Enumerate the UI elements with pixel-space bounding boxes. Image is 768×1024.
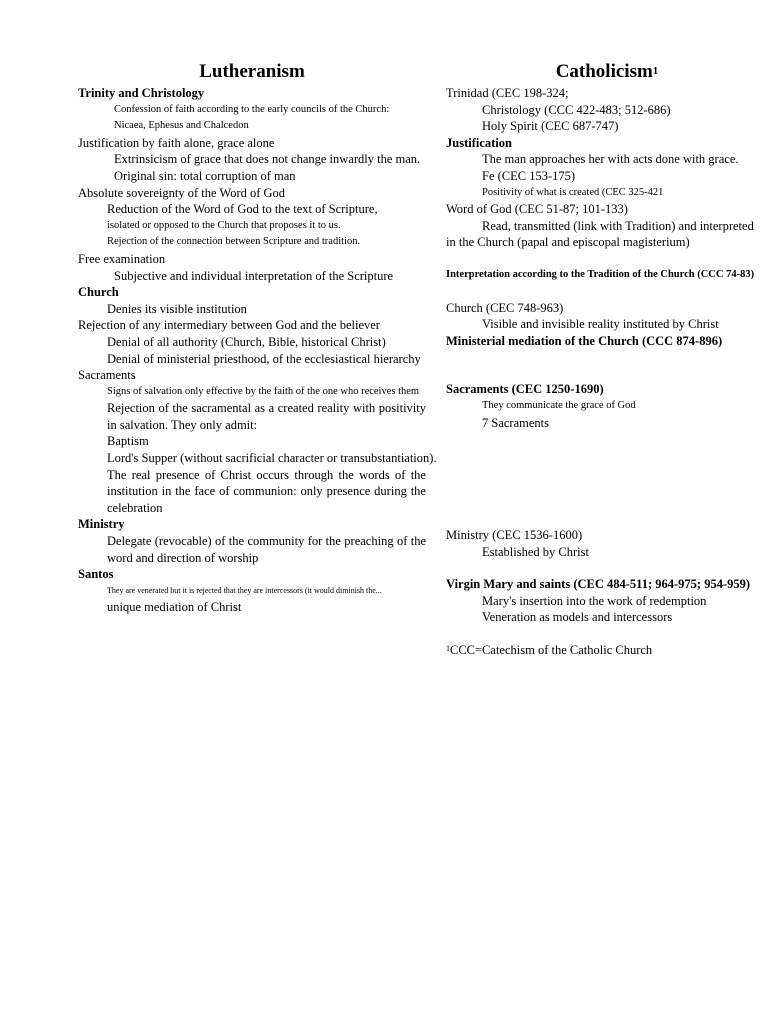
spacer	[446, 284, 768, 300]
footnote-text: CCC=Catechism of the Catholic Church	[450, 643, 653, 658]
text-line: Ministry (CEC 1536-1600)	[446, 528, 583, 543]
text-line: isolated or opposed to the Church that proposes it to us.	[107, 219, 341, 231]
text-line: Trinidad (CEC 198-324;	[446, 86, 569, 100]
catholicism-heading	[446, 60, 768, 84]
text-line: Visible and invisible reality instituted by Christ	[482, 317, 719, 332]
spacer	[446, 495, 768, 511]
text-line: Delegate (revocable) of the community for the preaching of the word and direction of worship	[107, 534, 426, 565]
text-line: Veneration as models and intercessors	[482, 610, 673, 625]
text-line: Lord's Supper (without sacrificial character or transubstantiation).	[107, 451, 437, 466]
text-line: Christology (CCC 422-483; 512-686)	[482, 102, 671, 117]
text-line: The man approaches her with acts done with grace.	[482, 152, 739, 167]
text-line: Extrinsicism of grace that does not change inwardly the man.	[114, 152, 421, 167]
text-line: The real presence of Christ occurs through the words of the institution in the face of communion: only presence during the celebration	[107, 467, 426, 515]
text-line: Signs of salvation only effective by the faith of the one who receives them	[107, 385, 420, 397]
text-line: They are venerated but it is rejected that they are intercessors (it would diminish the...	[107, 585, 382, 595]
spacer	[446, 479, 768, 495]
catholicism-column	[446, 60, 768, 659]
text-line: Nicaea, Ephesus and Chalcedon	[114, 120, 249, 132]
spacer	[446, 560, 768, 576]
spacer	[446, 349, 768, 365]
spacer	[446, 447, 768, 463]
text-line: Holy Spirit (CEC 687-747)	[482, 119, 619, 134]
text-line: unique mediation of Christ	[107, 600, 242, 615]
text-line: Positivity of what is created (CEC 325-421	[482, 186, 664, 198]
text-line: Free examination	[78, 251, 166, 266]
text-line: Justification	[446, 135, 512, 150]
text-line: Denies its visible institution	[107, 301, 247, 316]
text-line: Subjective and individual interpretation of the Scripture	[114, 268, 394, 283]
text-line: Church (CEC 748-963)	[446, 300, 564, 315]
text-line: They communicate the grace of God	[482, 399, 636, 411]
text-line: Sacraments (CEC 1250-1690)	[446, 382, 604, 397]
spacer	[446, 626, 768, 642]
text-line: 7 Sacraments	[482, 415, 549, 430]
text-line: Confession of faith according to the early councils of the Church:	[114, 103, 390, 115]
catholicism-heading-text: Catholicism	[555, 61, 653, 82]
lutheranism-column	[78, 60, 437, 616]
text-line: Read, transmitted (link with Tradition) and interpreted	[482, 218, 754, 233]
text-line: Trinity and Christology	[78, 86, 205, 100]
spacer	[446, 431, 768, 447]
text-line: Santos	[78, 567, 114, 582]
spacer	[446, 251, 768, 267]
text-line: Ministerial mediation of the Church (CCC 874-896)	[446, 333, 723, 348]
text-line: Rejection of the sacramental as a created reality with positivity in salvation. They only admit:	[107, 401, 426, 432]
text-line: Reduction of the Word of God to the text of Scripture,	[107, 202, 378, 217]
lutheranism-list	[78, 85, 437, 616]
text-line: Mary's insertion into the work of redemption	[482, 593, 707, 608]
spacer	[446, 463, 768, 479]
text-line: Word of God (CEC 51-87; 101-133)	[446, 202, 628, 217]
catholicism-list	[446, 85, 768, 642]
text-line: Denial of ministerial priesthood, of the ecclesiastical hierarchy	[107, 351, 421, 366]
text-line: Ministry	[78, 517, 125, 532]
spacer	[446, 511, 768, 527]
text-line: Baptism	[107, 434, 149, 449]
text-line: in the Church (papal and episcopal magisterium)	[446, 235, 690, 250]
text-line: Established by Christ	[482, 544, 589, 559]
lutheranism-heading: Lutheranism	[199, 61, 305, 82]
text-line: Virgin Mary and saints (CEC 484-511; 964-975; 954-959)	[446, 577, 751, 592]
text-line: Sacraments	[78, 368, 136, 383]
text-line: Original sin: total corruption of man	[114, 168, 296, 183]
text-line: Denial of all authority (Church, Bible, historical Christ)	[107, 334, 386, 349]
text-line: Rejection of the connection between Scripture and tradition.	[107, 236, 361, 248]
text-line: Interpretation according to the Tradition of the Church (CCC 74-83)	[446, 268, 755, 280]
text-line: Fe (CEC 153-175)	[482, 168, 576, 183]
text-line: Absolute sovereignty of the Word of God	[78, 185, 286, 200]
text-line: Justification by faith alone, grace alone	[78, 135, 275, 150]
text-line: Church	[78, 285, 119, 300]
footnote-mark: 1	[446, 644, 450, 654]
footnote	[446, 642, 768, 659]
footnote-reference: 1	[652, 65, 659, 77]
spacer	[446, 365, 768, 381]
text-line: Rejection of any intermediary between God and the believer	[78, 318, 380, 333]
